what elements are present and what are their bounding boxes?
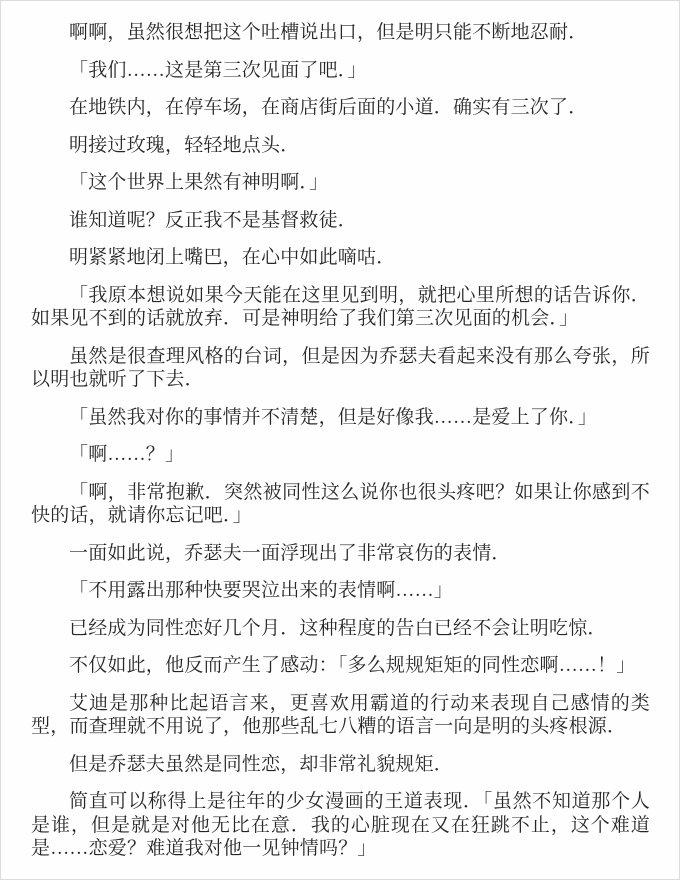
paragraph: 不仅如此，他反而产生了感动：「多么规规矩矩的同性恋啊……！」	[69, 655, 636, 676]
paragraph: 明紧紧地闭上嘴巴，在心中如此嘀咕．	[69, 247, 396, 268]
paragraph: 「我们……这是第三次见面了吧．」	[69, 59, 367, 81]
paragraph: 「啊……？」	[69, 444, 185, 465]
text-body	[31, 21, 650, 861]
paragraph: 简直可以称得上是往年的少女漫画的王道表现．「虽然不知道那个人是谁，但是就是对他无比在意．我的心脏现在又在狂跳不止，这个难道是……恋爱？难道我对他一见钟情吗？」	[31, 791, 650, 859]
paragraph: 已经成为同性恋好几个月．这种程度的告白已经不会让明吃惊．	[69, 617, 607, 639]
paragraph: 谁知道呢？反正我不是基督救徒．	[69, 209, 358, 231]
paragraph: 啊啊，虽然很想把这个吐槽说出口，但是明只能不断地忍耐．	[69, 22, 588, 43]
paragraph: 「不用露出那种快要哭泣出来的表情啊……」	[69, 580, 454, 601]
paragraph: 「我原本想说如果今天能在这里见到明，就把心里所想的话告诉你．如果见不到的话就放弃．可是神明给了我们第三次见面的机会．」	[31, 284, 650, 329]
paragraph: 在地铁内，在停车场，在商店街后面的小道．确实有三次了．	[69, 97, 588, 118]
paragraph: 「啊，非常抱歉．突然被同性这么说你也很头疼吧？如果让你感到不快的话，就请你忘记吧．」	[31, 481, 650, 526]
paragraph: 但是乔瑟夫虽然是同性恋，却非常礼貌规矩．	[69, 753, 454, 775]
paragraph: 「虽然我对你的事情并不清楚，但是好像我……是爱上了你．」	[69, 406, 598, 428]
paragraph: 「这个世界上果然有神明啊．」	[69, 172, 329, 193]
paragraph: 一面如此说，乔瑟夫一面浮现出了非常哀伤的表情．	[69, 542, 511, 564]
paragraph: 明接过玫瑰，轻轻地点头．	[69, 134, 300, 156]
paragraph: 艾迪是那种比起语言来，更喜欢用霸道的行动来表现自己感情的类型，而查理就不用说了，他那些乱七八糟的语言一向是明的头疼根源．	[31, 692, 650, 737]
paragraph: 虽然是很查理风格的台词，但是因为乔瑟夫看起来没有那么夸张，所以明也就听了下去．	[31, 345, 650, 390]
